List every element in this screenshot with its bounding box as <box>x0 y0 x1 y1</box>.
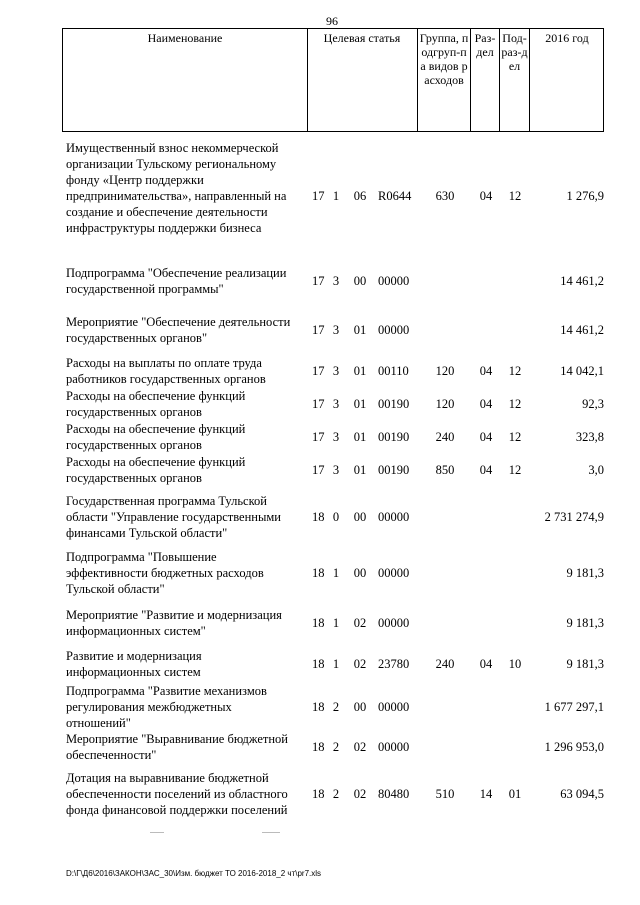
row-name: Подпрограмма "Развитие механизмов регулирования межбюджетных отношений" <box>66 684 267 730</box>
row-name: Расходы на обеспечение функций государственных органов <box>66 455 246 485</box>
header-year: 2016 год <box>545 31 589 45</box>
group-code: 850 <box>435 463 455 477</box>
group-code: 510 <box>435 787 455 801</box>
target-code-event: 06 <box>353 189 367 203</box>
target-code-subprogram: 1 <box>332 657 340 671</box>
target-code-direction: 00110 <box>378 364 409 378</box>
target-code-event: 01 <box>353 323 367 337</box>
amount-2016: 14 461,2 <box>560 323 604 337</box>
row-name: Имущественный взнос некоммерческой организации Тульскому региональному фонду «Центр поддержки предпринимательства», направленный на создание и обеспечение деятельности инфраструктуры поддержки бизнеса <box>66 141 287 235</box>
table-header <box>62 28 604 132</box>
dash-mark <box>262 832 280 833</box>
target-code-program: 18 <box>312 616 325 630</box>
section-code: 04 <box>479 364 493 378</box>
row-name: Дотация на выравнивание бюджетной обеспеченности поселений из областного фонда финансовой поддержки поселений <box>66 771 288 817</box>
target-code-event: 01 <box>353 397 367 411</box>
amount-2016: 323,8 <box>575 430 604 444</box>
target-code-event: 02 <box>353 787 367 801</box>
row-name: Мероприятие "Развитие и модернизация информационных систем" <box>66 608 282 638</box>
group-code: 120 <box>435 397 455 411</box>
amount-2016: 63 094,5 <box>560 787 604 801</box>
target-code-subprogram: 2 <box>332 787 340 801</box>
target-code-event: 00 <box>353 510 367 524</box>
amount-2016: 1 296 953,0 <box>544 740 604 754</box>
target-code-direction: 00190 <box>378 397 410 411</box>
amount-2016: 1 276,9 <box>566 189 604 203</box>
target-code-program: 17 <box>312 397 325 411</box>
target-code-subprogram: 3 <box>332 274 340 288</box>
target-code-direction: 00000 <box>378 274 410 288</box>
target-code-event: 01 <box>353 463 367 477</box>
target-code-subprogram: 2 <box>332 700 340 714</box>
target-code-program: 17 <box>312 274 325 288</box>
target-code-subprogram: 1 <box>332 616 340 630</box>
target-code-direction: 80480 <box>378 787 410 801</box>
subsection-code: 01 <box>508 787 522 801</box>
amount-2016: 1 677 297,1 <box>544 700 604 714</box>
target-code-subprogram: 1 <box>332 566 340 580</box>
row-name: Государственная программа Тульской области "Управление государственными финансами Тульской области" <box>66 494 281 540</box>
header-section: Раз-дел <box>474 31 496 59</box>
amount-2016: 9 181,3 <box>566 657 604 671</box>
section-code: 04 <box>479 397 493 411</box>
target-code-subprogram: 3 <box>332 430 340 444</box>
section-code: 14 <box>479 787 493 801</box>
target-code-direction: 00000 <box>378 700 410 714</box>
amount-2016: 14 461,2 <box>560 274 604 288</box>
target-code-program: 17 <box>312 323 325 337</box>
row-name: Расходы на выплаты по оплате труда работников государственных органов <box>66 356 266 386</box>
amount-2016: 14 042,1 <box>560 364 604 378</box>
subsection-code: 12 <box>508 397 522 411</box>
header-name: Наименование <box>147 31 223 45</box>
target-code-direction: 00190 <box>378 463 410 477</box>
amount-2016: 92,3 <box>582 397 604 411</box>
target-code-direction: 00000 <box>378 740 410 754</box>
group-code: 630 <box>435 189 455 203</box>
target-code-event: 02 <box>353 616 367 630</box>
target-code-subprogram: 3 <box>332 397 340 411</box>
target-code-program: 17 <box>312 364 325 378</box>
subsection-code: 10 <box>508 657 522 671</box>
target-code-program: 18 <box>312 700 325 714</box>
target-code-direction: 23780 <box>378 657 410 671</box>
target-code-direction: 00000 <box>378 510 410 524</box>
section-code: 04 <box>479 657 493 671</box>
target-code-program: 18 <box>312 657 325 671</box>
target-code-subprogram: 3 <box>332 364 340 378</box>
target-code-program: 18 <box>312 566 325 580</box>
col-divider <box>417 29 418 131</box>
target-code-direction: 00000 <box>378 566 410 580</box>
section-code: 04 <box>479 430 493 444</box>
target-code-program: 18 <box>312 740 325 754</box>
target-code-subprogram: 3 <box>332 323 340 337</box>
amount-2016: 9 181,3 <box>566 616 604 630</box>
amount-2016: 3,0 <box>588 463 604 477</box>
target-code-subprogram: 2 <box>332 740 340 754</box>
header-target: Целевая статья <box>323 31 401 45</box>
target-code-event: 02 <box>353 740 367 754</box>
target-code-direction: R0644 <box>378 189 412 203</box>
col-divider <box>499 29 500 131</box>
target-code-program: 17 <box>312 189 325 203</box>
target-code-event: 00 <box>353 566 367 580</box>
row-name: Мероприятие "Выравнивание бюджетной обеспеченности" <box>66 732 288 762</box>
row-name: Подпрограмма "Повышение эффективности бюджетных расходов Тульской области" <box>66 550 264 596</box>
target-code-event: 00 <box>353 274 367 288</box>
target-code-program: 18 <box>312 510 325 524</box>
target-code-program: 18 <box>312 787 325 801</box>
section-code: 04 <box>479 463 493 477</box>
row-name: Мероприятие "Обеспечение деятельности государственных органов" <box>66 315 291 345</box>
subsection-code: 12 <box>508 463 522 477</box>
target-code-subprogram: 0 <box>332 510 340 524</box>
group-code: 240 <box>435 430 455 444</box>
target-code-subprogram: 1 <box>332 189 340 203</box>
target-code-program: 17 <box>312 430 325 444</box>
target-code-event: 01 <box>353 364 367 378</box>
subsection-code: 12 <box>508 430 522 444</box>
target-code-event: 02 <box>353 657 367 671</box>
row-name: Расходы на обеспечение функций государственных органов <box>66 422 246 452</box>
target-code-direction: 00000 <box>378 323 410 337</box>
page-number: 96 <box>326 14 338 28</box>
target-code-direction: 00190 <box>378 430 410 444</box>
header-group: Группа, подгруп-па видов расходов <box>419 31 469 87</box>
header-subsection: Под-раз-дел <box>501 31 528 73</box>
group-code: 120 <box>435 364 455 378</box>
target-code-subprogram: 3 <box>332 463 340 477</box>
target-code-direction: 00000 <box>378 616 410 630</box>
group-code: 240 <box>435 657 455 671</box>
row-name: Расходы на обеспечение функций государственных органов <box>66 389 246 419</box>
row-name: Развитие и модернизация информационных систем <box>66 649 202 679</box>
target-code-event: 00 <box>353 700 367 714</box>
dash-mark <box>150 832 164 833</box>
amount-2016: 9 181,3 <box>566 566 604 580</box>
row-name: Подпрограмма "Обеспечение реализации государственной программы" <box>66 266 287 296</box>
target-code-event: 01 <box>353 430 367 444</box>
subsection-code: 12 <box>508 189 522 203</box>
subsection-code: 12 <box>508 364 522 378</box>
col-divider <box>470 29 471 131</box>
footer-path: D:\Г\Д6\2016\ЗАКОН\ЗАС_30\Изм. бюджет ТО 2016-2018_2 чт\pr7.xls <box>66 869 322 878</box>
amount-2016: 2 731 274,9 <box>544 510 604 524</box>
target-code-program: 17 <box>312 463 325 477</box>
section-code: 04 <box>479 189 493 203</box>
